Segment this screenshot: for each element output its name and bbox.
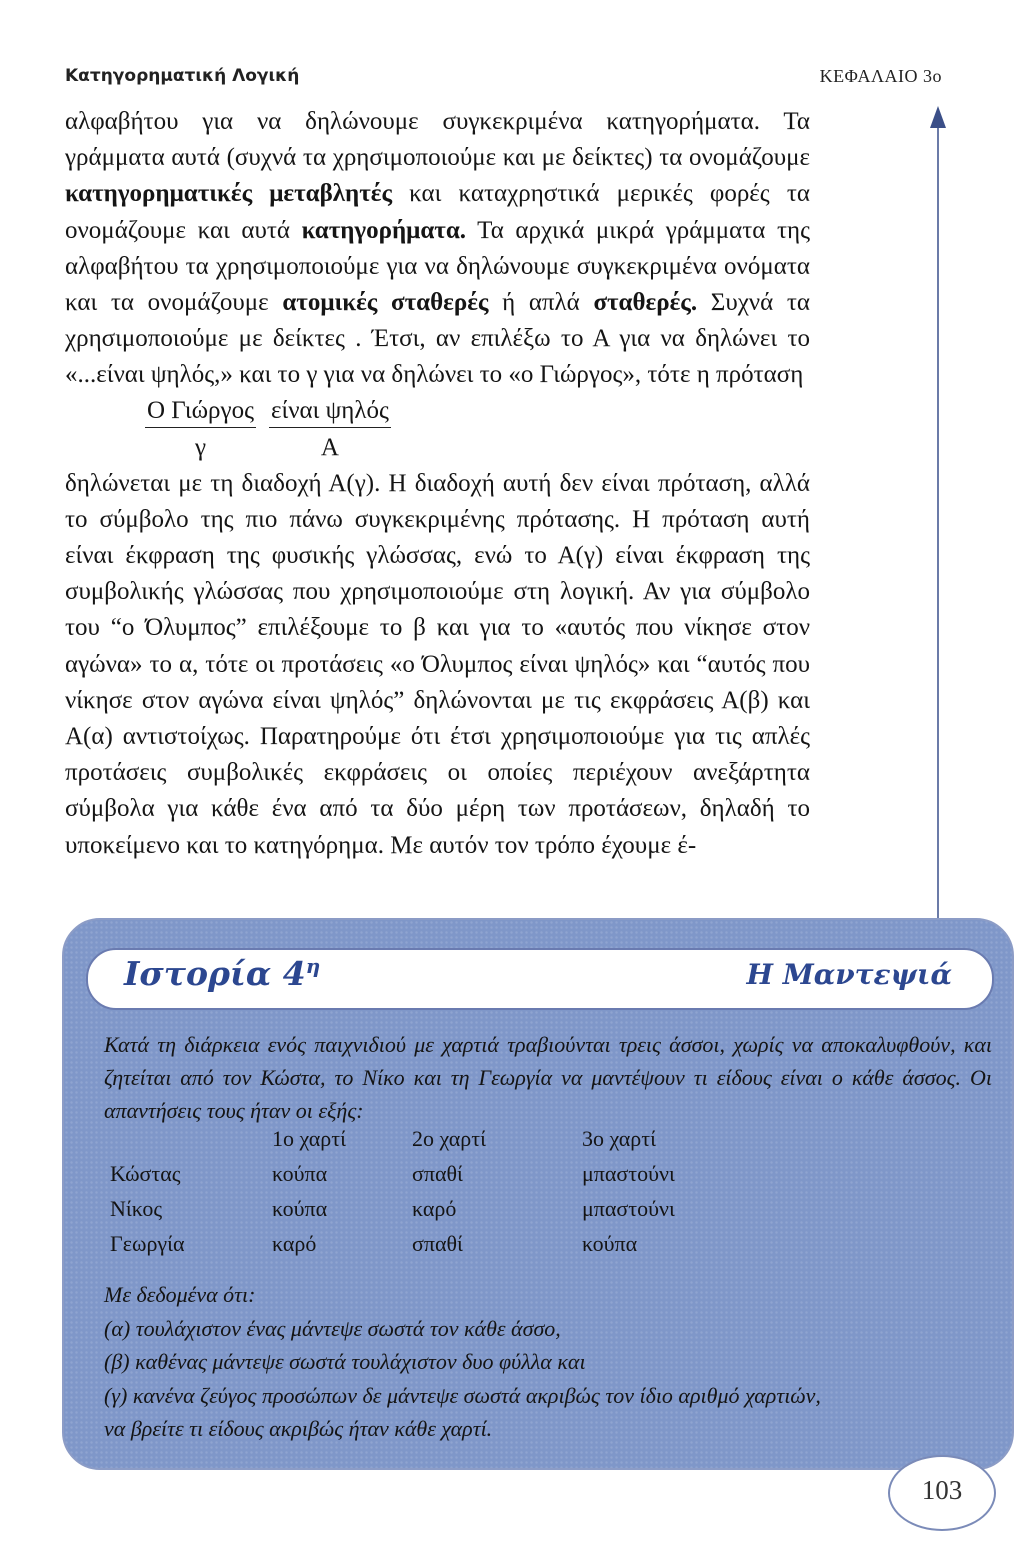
table-cell: μπαστούνι <box>582 1161 675 1186</box>
margin-rule <box>937 128 939 918</box>
story-title <box>124 954 320 993</box>
story-box <box>62 918 1014 1470</box>
example-predicate <box>269 394 391 464</box>
story-title-superscript: η <box>305 954 321 978</box>
condition-line: Με δεδομένα ότι: <box>104 1282 256 1307</box>
table-row <box>110 1231 710 1266</box>
bold-term: ατομικές σταθερές <box>282 289 489 317</box>
table-row <box>110 1161 710 1196</box>
story-title-bar <box>86 948 994 1010</box>
bold-term: σταθερές. <box>593 289 698 317</box>
condition-line: (β) καθένας μάντεψε σωστά τουλάχιστον δυο φύλλα και <box>104 1349 586 1374</box>
example-subject-symbol: γ <box>194 433 207 461</box>
text-run: Τα αρχικά μικρά γράμματα της αλφαβήτου τα χρησιμοποιούμε για να δηλώνουμε συγκεκριμένα ονόματα και τα ονομάζουμε <box>65 216 810 317</box>
example-subject <box>145 394 256 464</box>
page-number-badge <box>888 1455 996 1531</box>
example-predicate-symbol: Α <box>320 433 339 461</box>
table-cell: καρό <box>412 1196 457 1221</box>
table-cell: σπαθί <box>412 1161 463 1186</box>
condition-line: να βρείτε τι είδους ακριβώς ήταν κάθε χαρτί. <box>104 1416 493 1441</box>
example-sentence <box>65 394 810 466</box>
up-arrow-icon <box>930 106 946 128</box>
table-cell: Γεωργία <box>110 1231 185 1256</box>
table-cell: κούπα <box>272 1161 328 1186</box>
story-title-text: Ιστορία 4 <box>124 954 306 993</box>
paragraph-1 <box>65 104 810 394</box>
table-cell: κούπα <box>582 1231 638 1256</box>
running-header-title: Κατηγορηματική Λογική <box>65 66 300 86</box>
bold-term: κατηγορήματα. <box>301 216 467 244</box>
table-header-cell: 2ο χαρτί <box>412 1126 487 1151</box>
paragraph-2: δηλώνεται με τη διαδοχή Α(γ). Η διαδοχή αυτή δεν είναι πρόταση, αλλά το σύμβολο της πιο πάνω συγκεκριμένης πρότασης. Η πρόταση αυτή είναι έκφραση της φυσικής γλώσσας, ενώ το Α(γ) είναι έκφραση της συμβολικής γλώσσας που χρησιμοποιούμε στη λογική. Αν για σύμβολο του “ο Όλυμπος” επιλέξουμε το β και για το «αυτός που νίκησε στον αγώνα» το α, τότε οι προτάσεις «ο Όλυμπος είναι ψηλός» και “αυτός που νίκησε στον αγώνα είναι ψηλός” δηλώνονται με τις εκφράσεις Α(β) και Α(α) αντιστοίχως. Παρατηρούμε ότι έτσι χρησιμοποιούμε για τις απλές προτάσεις συμβολικές εκφράσεις οι οποίες περιέχουν ανεξάρτητα σύμβολα για κάθε ένα από τα δύο μέρη των προτάσεων, δηλαδή το υποκείμενο και το κατηγόρημα. Με αυτόν τον τρόπο έχουμε έ- <box>65 469 810 859</box>
chapter-label: ΚΕΦΑΛΑΙΟ 3ο <box>819 66 942 86</box>
page-number: 103 <box>921 1475 963 1505</box>
example-predicate-text: είναι ψηλός <box>269 394 391 428</box>
body-text <box>65 104 810 864</box>
table-cell: καρό <box>272 1231 317 1256</box>
table-cell: Κώστας <box>110 1161 181 1186</box>
table-cell: Νίκος <box>110 1196 163 1221</box>
table-row <box>110 1196 710 1231</box>
table-cell: μπαστούνι <box>582 1196 675 1221</box>
table-header-cell: 1ο χαρτί <box>272 1126 347 1151</box>
story-conditions <box>104 1278 984 1446</box>
story-subtitle: Η Μαντεψιά <box>746 958 952 991</box>
text-run: αλφαβήτου για να δηλώνουμε συγκεκριμένα κατηγορήματα. Τα γράμματα αυτά (συχνά τα χρησιμοποιούμε και με δείκτες) τα ονομάζουμε <box>65 108 810 172</box>
table-header-cell: 3ο χαρτί <box>582 1126 657 1151</box>
text-run: Συχνά τα χρησιμοποιούμε με δείκτες . Έτσι, αν επιλέξω το Α για να δηλώνει το «...είναι ψηλός,» και το γ για να δηλώνει το «ο Γιώργος», τότε η πρόταση <box>65 289 811 389</box>
condition-line: (α) τουλάχιστον ένας μάντεψε σωστά τον κάθε άσσο, <box>104 1315 561 1341</box>
example-subject-text: Ο Γιώργος <box>145 394 256 428</box>
bold-term: κατηγορηματικές μεταβλητές <box>65 180 392 208</box>
table-cell: κούπα <box>272 1196 328 1221</box>
guesses-table <box>110 1126 710 1266</box>
text-run: ή απλά <box>488 289 594 317</box>
text-run: και καταχρηστικά μερικές φορές τα ονομάζουμε και αυτά <box>65 180 810 244</box>
table-cell: σπαθί <box>412 1231 463 1256</box>
condition-line: (γ) κανένα ζεύγος προσώπων δε μάντεψε σωστά ακριβώς τον ίδιο αριθμό χαρτιών, <box>104 1382 821 1408</box>
table-header-row <box>110 1126 710 1161</box>
story-intro: Κατά τη διάρκεια ενός παιχνιδιού με χαρτιά τραβιούνται τρεις άσσοι, χωρίς να αποκαλυφθούν, και ζητείται από τον Κώστα, το Νίκο και τη Γεωργία να μαντέψουν τι είδους είναι ο κάθε άσσος. Οι απαντήσεις τους ήταν οι εξής: <box>104 1032 992 1123</box>
